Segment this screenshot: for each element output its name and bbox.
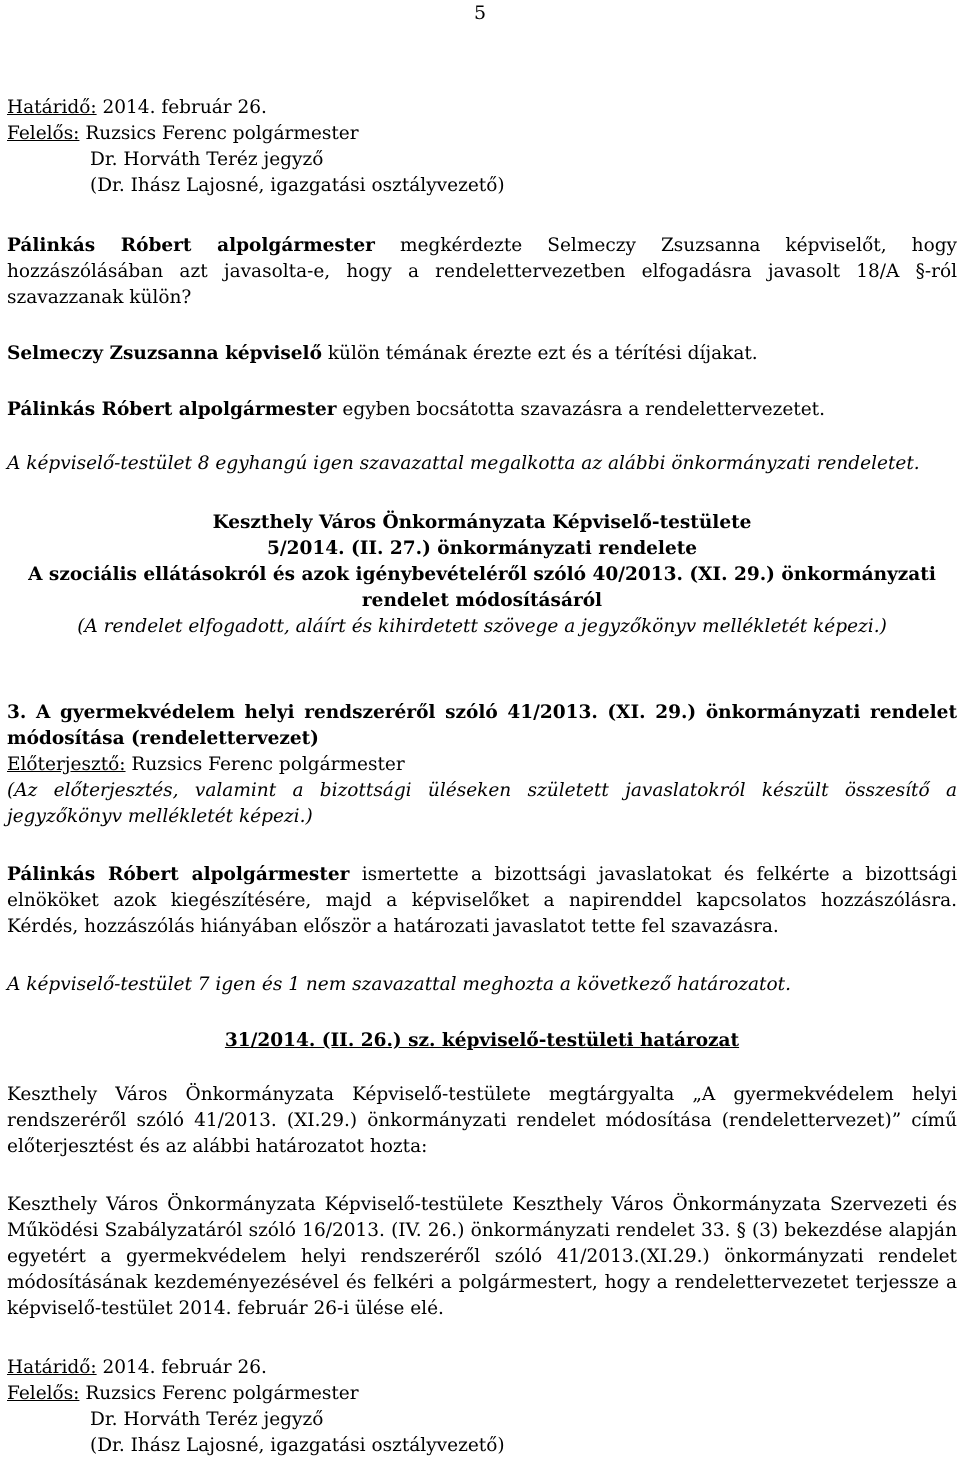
presenter-line	[7, 752, 957, 778]
responsible-name-2: Dr. Horváth Teréz jegyző	[90, 149, 324, 170]
speaker-name: Selmeczy Zsuzsanna képviselő	[7, 343, 322, 364]
responsible-line	[7, 1381, 957, 1407]
deadline-block-bottom	[7, 1355, 957, 1459]
deadline-label: Határidő:	[7, 97, 97, 118]
paragraph-text: egyben bocsátotta szavazásra a rendelettervezetet.	[342, 399, 825, 420]
responsible-name-1: Ruzsics Ferenc polgármester	[85, 123, 359, 144]
deadline-line	[7, 95, 957, 121]
vote-result-1: A képviselő-testület 8 egyhangú igen szavazattal megalkotta az alábbi önkormányzati rendeletet.	[7, 453, 920, 474]
deadline-line	[7, 1355, 957, 1381]
decree-title: A szociális ellátásokról és azok igénybevételéről szóló 40/2013. (XI. 29.) önkormányzati	[28, 564, 936, 585]
speaker-name: Pálinkás Róbert alpolgármester	[7, 864, 350, 885]
decree-note: (A rendelet elfogadott, aláírt és kihirdetett szövege a jegyzőkönyv mellékletét képezi.)	[77, 616, 887, 637]
vote-result-2: A képviselő-testület 7 igen és 1 nem szavazattal meghozta a következő határozatot.	[7, 974, 791, 995]
presenter-value: Ruzsics Ferenc polgármester	[131, 754, 405, 775]
decree-title-cont: rendelet módosításáról	[361, 590, 603, 611]
paragraph-question	[7, 233, 957, 311]
paragraph-resolution-body: Keszthely Város Önkormányzata Képviselő-testülete Keszthely Város Önkormányzata Szervezeti és Működési Szabályzatáról szóló 16/2013. (IV. 26.) önkormányzati rendelet 33. § (3) bekezdése alapján egyetért a gyermekvédelem helyi rendszeréről szóló 41/2013.(XI.29.) önkormányzati rendelet módosításának kezdeményezésével és felkéri a polgármestert, hogy a rendelettervezetet terjessze a képviselő-testület 2014. február 26-i ülése elé.	[7, 1194, 957, 1319]
agenda-item-note: (Az előterjesztés, valamint a bizottsági üléseken született javaslatokról készült összesítő a jegyzőkönyv mellékletét képezi.)	[7, 780, 957, 827]
responsible-name-3: (Dr. Ihász Lajosné, igazgatási osztályvezető)	[90, 1435, 505, 1456]
speaker-name: Pálinkás Róbert alpolgármester	[7, 399, 337, 420]
deadline-label: Határidő:	[7, 1357, 97, 1378]
paragraph-resolution-intro: Keszthely Város Önkormányzata Képviselő-testülete megtárgyalta „A gyermekvédelem helyi rendszeréről szóló 41/2013. (XI.29.) önkormányzati rendelet módosítása (rendelettervezet)” című előterjesztést és az alábbi határozatot hozta:	[7, 1084, 957, 1157]
speaker-name: Pálinkás Róbert alpolgármester	[7, 235, 375, 256]
paragraph-text: megkérdezte Selmeczy Zsuzsanna képviselőt, hogy hozzászólásában azt javasolta-e, hogy a rendelettervezetben elfogadásra javasolt 18/A §-ról szavazzanak külön?	[7, 235, 958, 308]
presenter-label: Előterjesztő:	[7, 754, 126, 775]
responsible-name-3: (Dr. Ihász Lajosné, igazgatási osztályvezető)	[90, 175, 505, 196]
paragraph-presentation	[7, 862, 957, 940]
decree-issuer: Keszthely Város Önkormányzata Képviselő-testülete	[212, 512, 752, 533]
responsible-name-1: Ruzsics Ferenc polgármester	[85, 1383, 359, 1404]
decree-block	[7, 510, 957, 640]
resolution-title	[7, 1028, 957, 1054]
agenda-item-3	[7, 700, 957, 830]
deadline-value: 2014. február 26.	[102, 1357, 267, 1378]
paragraph-text: külön témának érezte ezt és a térítési díjakat.	[327, 343, 758, 364]
responsible-label: Felelős:	[7, 1383, 80, 1404]
responsible-line	[7, 121, 957, 147]
paragraph-response	[7, 341, 957, 367]
responsible-name-2: Dr. Horváth Teréz jegyző	[90, 1409, 324, 1430]
page-number: 5	[474, 2, 487, 24]
agenda-item-heading: 3. A gyermekvédelem helyi rendszeréről szóló 41/2013. (XI. 29.) önkormányzati rendelet módosítása (rendelettervezet)	[7, 702, 957, 749]
responsible-label: Felelős:	[7, 123, 80, 144]
deadline-value: 2014. február 26.	[102, 97, 267, 118]
resolution-title-text: 31/2014. (II. 26.) sz. képviselő-testületi határozat	[224, 1030, 740, 1051]
deadline-block-top	[7, 95, 957, 199]
paragraph-text: ismertette a bizottsági javaslatokat és felkérte a bizottsági elnököket azok kiegészítésére, majd a képviselőket a napirenddel kapcsolatos hozzászólásra. Kérdés, hozzászólás hiányában először a határozati javaslatot tette fel szavazásra.	[7, 864, 958, 937]
paragraph-vote-call	[7, 397, 957, 423]
decree-number: 5/2014. (II. 27.) önkormányzati rendelete	[266, 538, 698, 559]
